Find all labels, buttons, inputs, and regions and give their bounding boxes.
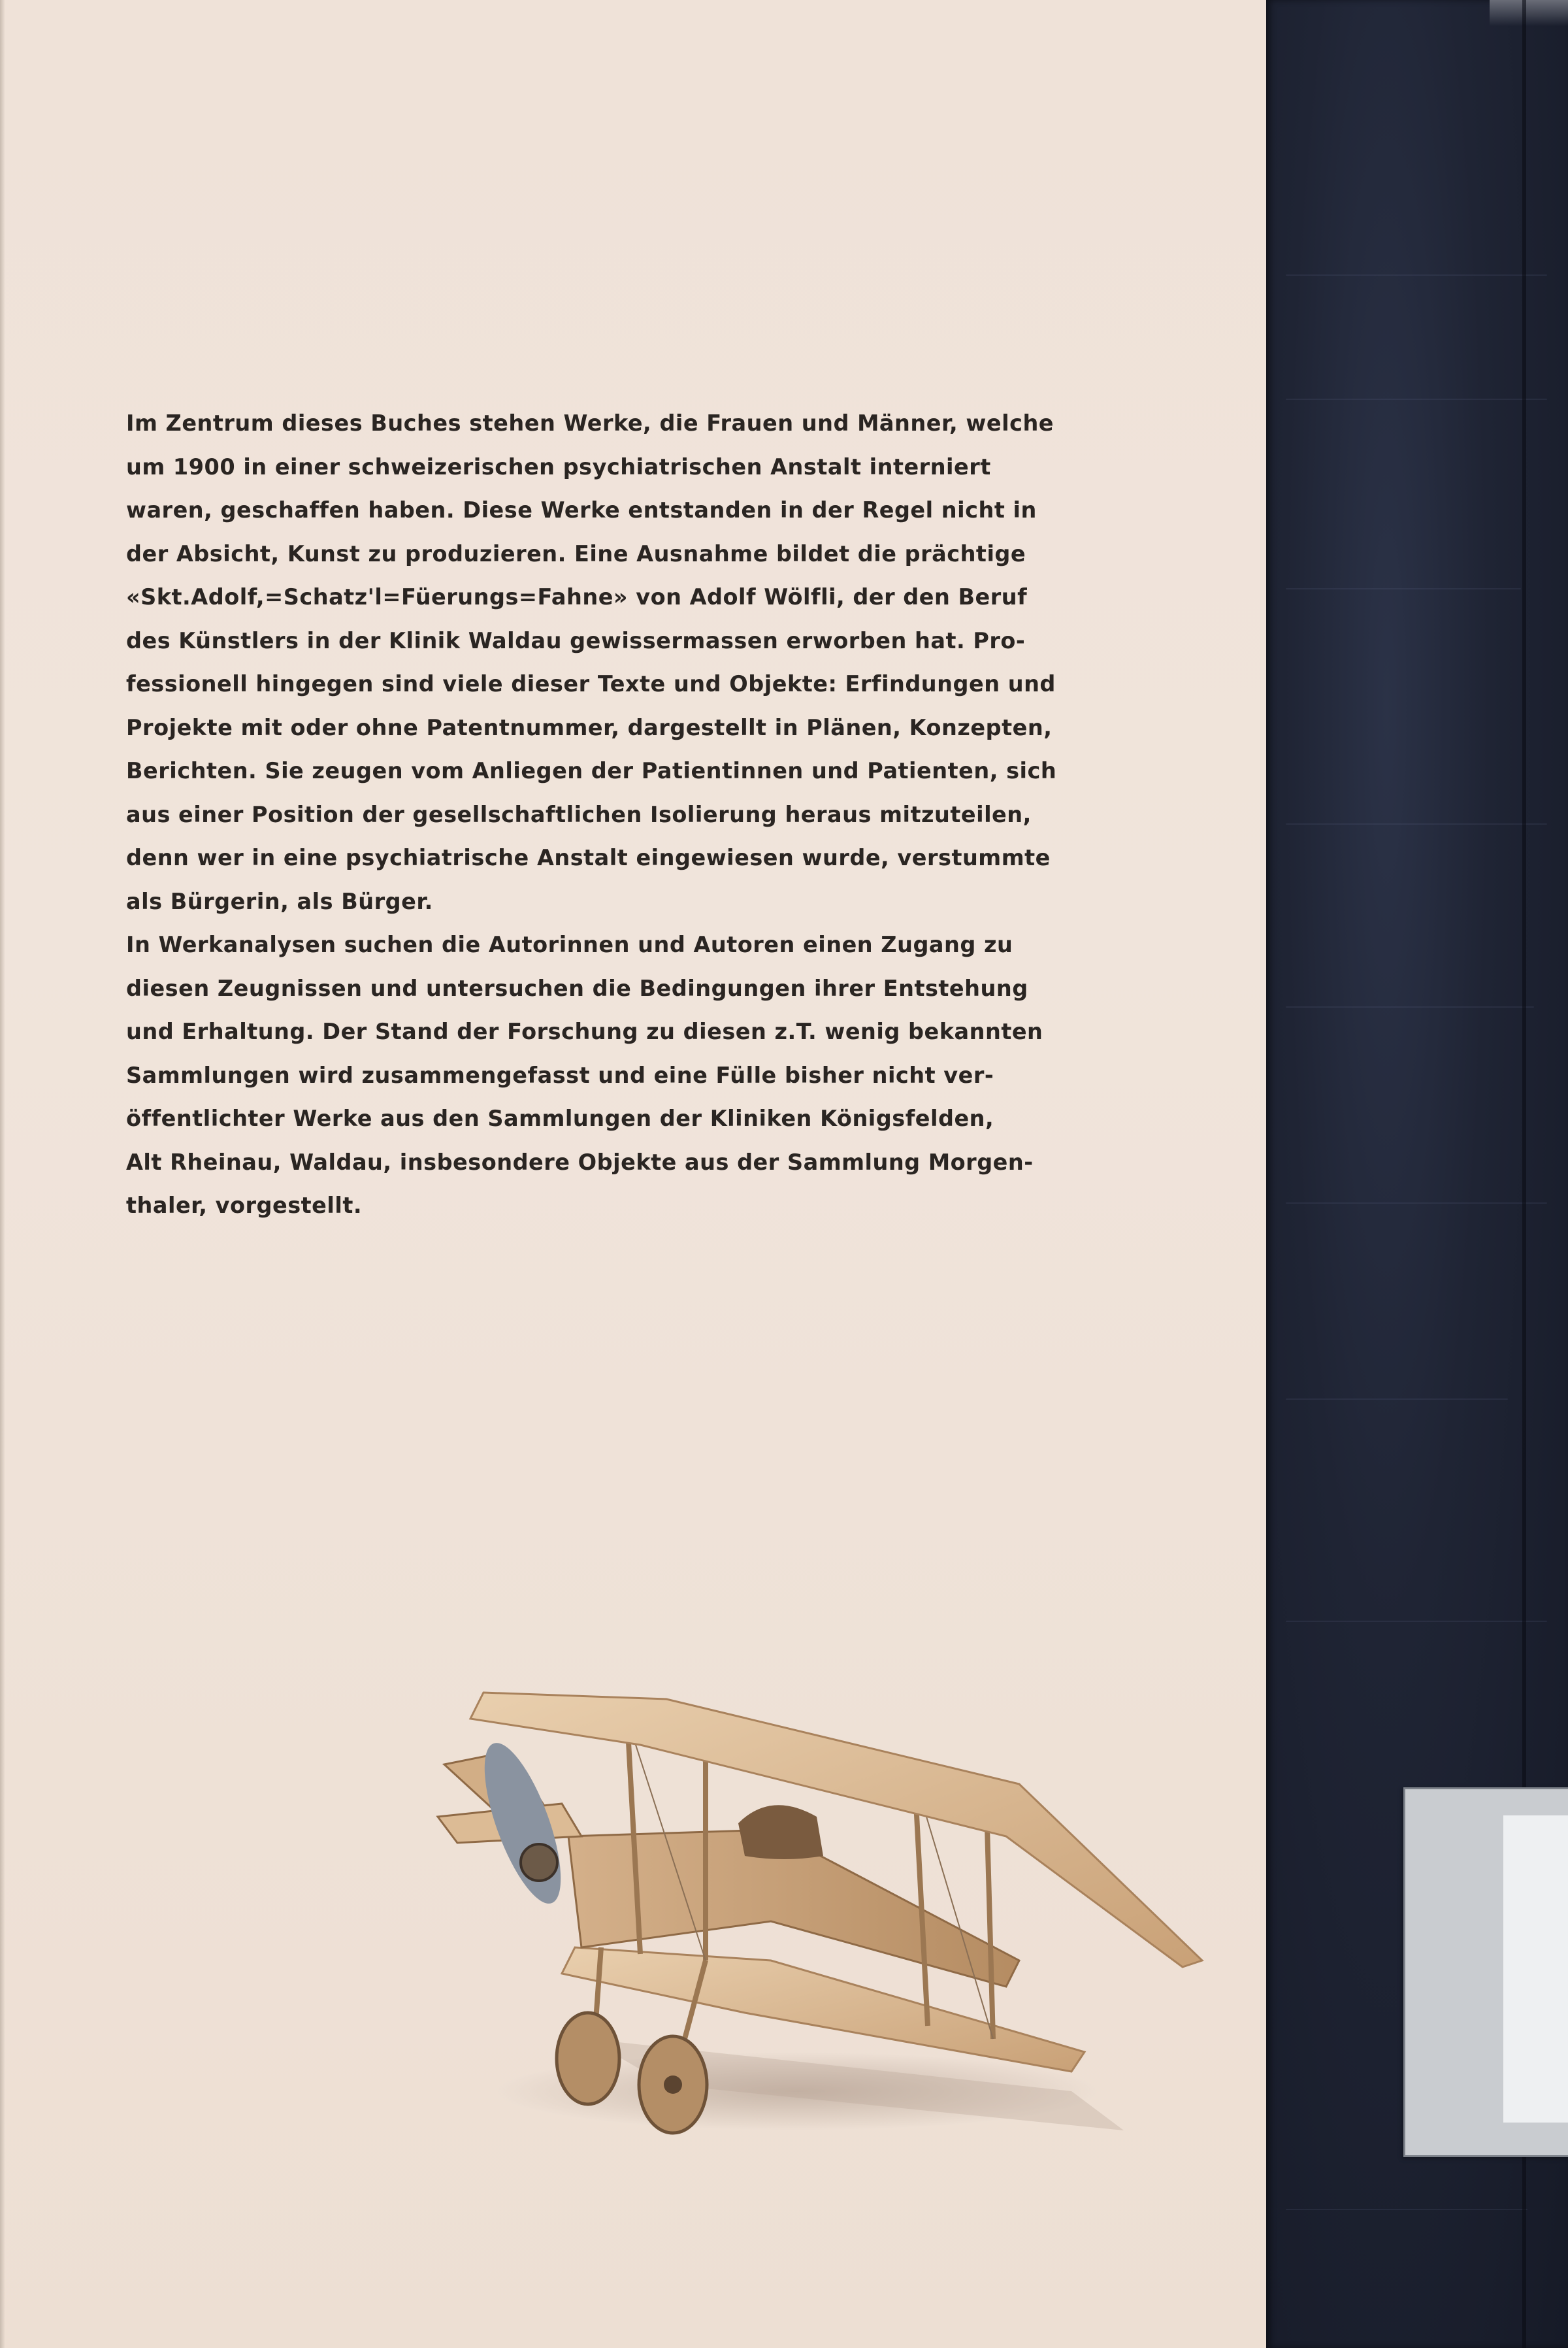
blurb-line: Projekte mit oder ohne Patentnummer, dargestellt in Plänen, Konzepten, — [126, 714, 1053, 740]
worn-corner — [1490, 0, 1568, 26]
blurb-line: diesen Zeugnissen und untersuchen die Bedingungen ihrer Entstehung — [126, 975, 1028, 1001]
blurb-line: Berichten. Sie zeugen vom Anliegen der Patientinnen und Patienten, sich — [126, 758, 1057, 784]
paper-biplane-illustration — [431, 1673, 1215, 2143]
propeller-hub — [521, 1844, 557, 1881]
blurb-line: der Absicht, Kunst zu produzieren. Eine Ausnahme bildet die prächtige — [126, 540, 1026, 567]
blurb-line: und Erhaltung. Der Stand der Forschung zu diesen z.T. wenig bekannten — [126, 1019, 1043, 1044]
blurb-line: fessionell hingegen sind viele dieser Texte und Objekte: Erfindungen und — [126, 671, 1056, 697]
blurb-text — [126, 402, 1080, 1228]
library-label-white-area — [1503, 1815, 1568, 2123]
blurb-line: Alt Rheinau, Waldau, insbesondere Objekte aus der Sammlung Morgen- — [126, 1149, 1034, 1175]
blurb-line: als Bürgerin, als Bürger. — [126, 888, 433, 914]
blurb-line: Im Zentrum dieses Buches stehen Werke, die Frauen und Männer, welche — [126, 410, 1054, 436]
script-texture-line — [1286, 1006, 1534, 1008]
blurb-line: Sammlungen wird zusammengefasst und eine Fülle bisher nicht ver- — [126, 1062, 994, 1088]
script-texture-line — [1286, 1621, 1547, 1622]
script-texture-line — [1286, 2209, 1527, 2210]
blurb-line: denn wer in eine psychiatrische Anstalt eingewiesen wurde, verstummte — [126, 845, 1051, 870]
wing-strut — [987, 1804, 993, 2039]
blurb-line: thaler, vorgestellt. — [126, 1193, 363, 1218]
blurb-line: des Künstlers in der Klinik Waldau gewissermassen erworben hat. Pro- — [126, 627, 1026, 653]
script-texture-line — [1286, 823, 1547, 825]
blurb-line: öffentlichter Werke aus den Sammlungen der Kliniken Königsfelden, — [126, 1106, 994, 1131]
script-texture-line — [1286, 588, 1521, 589]
blurb-line: um 1900 in einer schweizerischen psychiatrischen Anstalt interniert — [126, 454, 991, 480]
wheel — [557, 2013, 619, 2104]
script-texture-line — [1286, 399, 1547, 400]
blurb-line: «Skt.Adolf,=Schatz'l=Füerungs=Fahne» von Adolf Wölfli, der den Beruf — [126, 584, 1028, 610]
script-texture-line — [1286, 274, 1547, 276]
library-label-sticker — [1403, 1787, 1568, 2157]
blurb-line: In Werkanalysen suchen die Autorinnen und Autoren einen Zugang zu — [126, 932, 1013, 957]
cockpit — [738, 1805, 823, 1859]
script-texture-line — [1286, 1202, 1547, 1204]
script-texture-line — [1286, 1398, 1508, 1400]
wheel-hub — [664, 2075, 682, 2094]
blurb-line: waren, geschaffen haben. Diese Werke entstanden in der Regel nicht in — [126, 497, 1037, 523]
blurb-line: aus einer Position der gesellschaftlichen Isolierung heraus mitzuteilen, — [126, 801, 1032, 827]
